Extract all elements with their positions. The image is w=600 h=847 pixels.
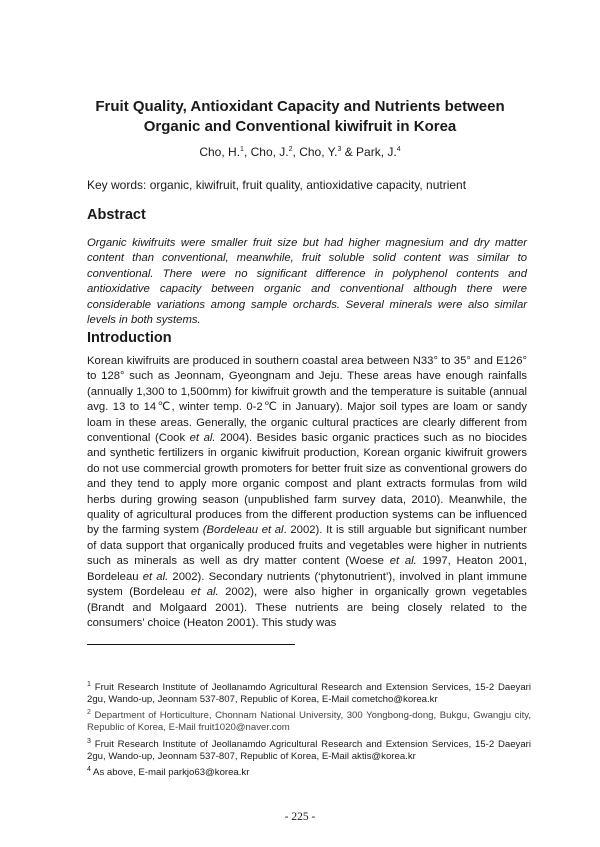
citation-italic: et al. [189,432,216,445]
footnote-text: Fruit Research Institute of Jeollanamdo Agricultural Research and Extension Services, 15-2 Daeyari 2gu, Wando-up, Jeonnam 537-807, Republic of Korea, E-Mail aktis@korea.kr [87,739,531,763]
footnote-text: Fruit Research Institute of Jeollanamdo Agricultural Research and Extension Services, 15-2 Daeyari 2gu, Wando-up, Jeonnam 537-807, Republic of Korea, E-Mail cometcho@korea.kr [87,682,531,706]
author-affiliation-mark: 4 [396,146,401,153]
footnote-4 [87,764,531,779]
author-affiliation-mark: 1 [240,146,244,153]
keywords-line: Key words: organic, kiwifruit, fruit quality, antioxidative capacity, nutrient [87,178,467,192]
footnote-text: Department of Horticulture, Chonnam National University, 300 Yongbong-dong, Bukgu, Gwangju city, Republic of Korea, E-Mail fruit1020@naver.com [87,710,531,734]
title-line-2: Organic and Conventional kiwifruit in Korea [143,118,457,135]
introduction-text-run: 2002). Secondary nutrients (‘phytonutrient’), involved in plant immune system (Bordeleau [87,570,527,599]
title-line-1: Fruit Quality, Antioxidant Capacity and Nutrients between [95,98,505,115]
citation-italic: et al. [142,570,169,583]
introduction-text [87,354,527,631]
introduction-heading: Introduction [87,330,172,346]
citation-italic: (Bordeleau [202,524,262,537]
introduction-text-run: . 2002). It is still arguable but significant number of data support that organically produced fruits and vegetables were higher in nutrients such as minerals as well as dry matter content (Woese [87,524,528,568]
author-name: Cho, H. [199,145,241,159]
author-separator: , [292,145,300,159]
footnote-number: 4 [87,766,91,773]
page-number: - 225 - [284,811,316,823]
footnote-1 [87,679,531,707]
footnote-2 [87,707,531,735]
footnote-text: As above, E-mail parkjo63@korea.kr [93,767,250,779]
footnote-number: 2 [87,709,91,716]
citation-italic: et al. [190,586,219,599]
author-separator: , [243,145,251,159]
author-list [60,145,540,159]
footnote-number: 1 [87,681,91,688]
paper-title [60,97,540,137]
introduction-text-run: 2004). Besides basic organic practices such as no biocides and synthetic fertilizers in organic kiwifruit production, Korean organic kiwifruit growers do not use commercial growth promoters for better fruit size as conventional growers do and they tend to apply more organic compost and plant extracts formulas from wild herbs during growing season (unpublished farm survey data, 2010). Meanwhile, the quality of agricultural produces from the different production systems can be influenced by the farming system [87,432,527,537]
footnote-separator [87,644,295,645]
introduction-text-run: Korean kiwifruits are produced in southern coastal area between N33° to 35° and E126° to 128° such as Jeonnam, Gyeongnam and Jeju. These areas have enough rainfalls (annually 1,300 to 1,500mm) for kiwifruit growth and the temperature is suitable (annual avg. 13 to 14℃, winter temp. 0-2℃ in January). Major soil types are loam or sandy loam in these areas. Generally, the organic cultural practices are clearly different from conventional (Cook [87,355,527,445]
author-name: Cho, Y. [299,145,338,159]
author-name: Park, J. [356,145,397,159]
author-affiliation-mark: 2 [288,146,293,153]
introduction-text-run: 2002), were also higher in organically grown vegetables (Brandt and Molgaard 2001). These nutrients are being closely related to the consumers’ choice (Heaton 2001). This study was [87,586,527,629]
footnote-3 [87,736,531,764]
footnote-number: 3 [87,738,91,745]
abstract-heading: Abstract [87,207,146,223]
citation-italic: et al [261,524,284,537]
author-affiliation-mark: 3 [337,146,342,153]
citation-italic: et al. [389,555,417,568]
author-name: Cho, J. [250,145,289,159]
author-separator: & [341,145,357,159]
abstract-text: Organic kiwifruits were smaller fruit size but had higher magnesium and dry matter content than conventional, meanwhile, fruit soluble solid content was similar to conventional. There were no significant difference in polyphenol contents and antioxidative capacity between organic and conventional although there were considerable variations among sample orchards. Several minerals were also similar levels in both systems. [87,237,527,327]
introduction-text-run: 1997, Heaton 2001, Bordeleau [87,555,527,583]
